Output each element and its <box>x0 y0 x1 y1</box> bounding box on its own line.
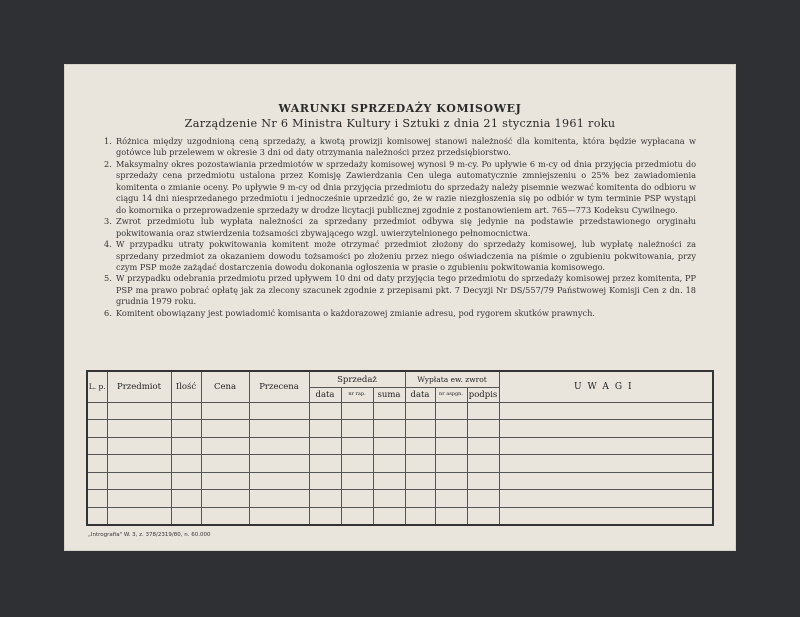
header-wyplata: Wypłata ew. zwrot <box>405 371 499 388</box>
document-subtitle: Zarządzenie Nr 6 Ministra Kultury i Sztuki z dnia 21 stycznia 1961 roku <box>184 117 616 130</box>
header-cena: Cena <box>201 371 249 402</box>
header-przedmiot: Przedmiot <box>107 371 171 402</box>
table-row <box>87 507 713 525</box>
header-lp: L. p. <box>87 371 107 402</box>
items-table <box>86 370 714 526</box>
header-sprzedaz: Sprzedaż <box>309 371 405 388</box>
table-row <box>87 420 713 437</box>
rule-item: 6. Komitent obowiązany jest powiadomić komisanta o każdorazowej zmianie adresu, pod rygorem skutków prawnych. <box>104 307 595 318</box>
form-sheet <box>64 64 736 551</box>
table-row <box>87 402 713 419</box>
table-row <box>87 455 713 472</box>
printer-imprint: „Intrografia" W. 3, z. 378/2319/80, n. 60.000 <box>88 532 211 538</box>
rule-item: 3. Zwrot przedmiotu lub wypłata należności za sprzedany przedmiot odbywa się jedynie na podstawie przedstawionego oryginału pokwitowania oraz stwierdzenia tożsamości zbywającego wzgl. uwierzytelnionego pełnomocnictwa. <box>104 216 696 238</box>
header-ilosc: Ilość <box>171 371 201 402</box>
header-sprzedaz-nr: nr rap. <box>341 388 373 403</box>
header-przecena: Przecena <box>249 371 309 402</box>
rule-item: 2. Maksymalny okres pozostawiania przedmiotów w sprzedaży komisowej wynosi 9 m-cy. Po upływie 6 m-cy od dnia przyjęcia przedmiotu do sprzedaży cena przedmiotu ustalona przez Komisję Zawierdzania Cen ulega automatycznie zmniejszeniu o 25% bez zawiadomienia komitenta o zmianie oceny. Po upływie 9 m-cy od dnia przyjęcia przedmiotu do sprzedaży należy pisemnie wezwać komitenta do odbioru w ciągu 14 dni niesprzedanego przedmiotu i jednocześnie uprzedzić go, że w razie niezgłoszenia się po odbiór w tym terminie PSP wystąpi do komornika o przeprowadzenie sprzedaży w drodze licytacji publicznej zgodnie z postanowieniem art. 765—773 Kodeksu Cywilnego. <box>104 158 696 215</box>
rule-item: 4. W przypadku utraty pokwitowania komitent może otrzymać przedmiot złożony do sprzedaży komisowej, lub wypłatę należności za sprzedany przedmiot za okazaniem dowodu tożsamości po złożeniu przez niego oświadczenia na piśmie o zgubieniu pokwitowania, przy czym PSP może zażądać dostarczenia dowodu dokonania ogłoszenia w prasie o zgubieniu pokwitowania komisowego. <box>104 239 696 272</box>
rule-item: 5. W przypadku odebrania przedmiotu przed upływem 10 dni od daty przyjęcia tego przedmiotu do sprzedaży komisowej przez komitenta, PP PSP ma prawo pobrać opłatę jak za zlecony szacunek zgodnie z przepisami pkt. 7 Decyzji Nr DS/557/79 Państwowej Komisji Cen z dn. 18 grudnia 1979 roku. <box>104 273 696 307</box>
table-row <box>87 490 713 507</box>
header-sprzedaz-data: data <box>309 388 341 403</box>
header-wyplata-data: data <box>405 388 435 403</box>
document-title: WARUNKI SPRZEDAŻY KOMISOWEJ <box>278 102 522 115</box>
rules-list <box>104 136 696 319</box>
header-wyplata-podpis: podpis <box>467 388 499 403</box>
table-row <box>87 472 713 489</box>
table-row <box>87 437 713 454</box>
header-uwagi: UWAGI <box>499 371 713 402</box>
rule-item: 1. Różnica między uzgodnioną ceną sprzedaży, a kwotą prowizji komisowej stanowi należność dla komitenta, która będzie wypłacana w gotówce lub przelewem w okresie 3 dni od daty otrzymania należności przez przedsiębiorstwo. <box>104 136 696 158</box>
header-sprzedaz-suma: suma <box>373 388 405 403</box>
header-wyplata-nr: nr aspgn. <box>435 388 467 403</box>
